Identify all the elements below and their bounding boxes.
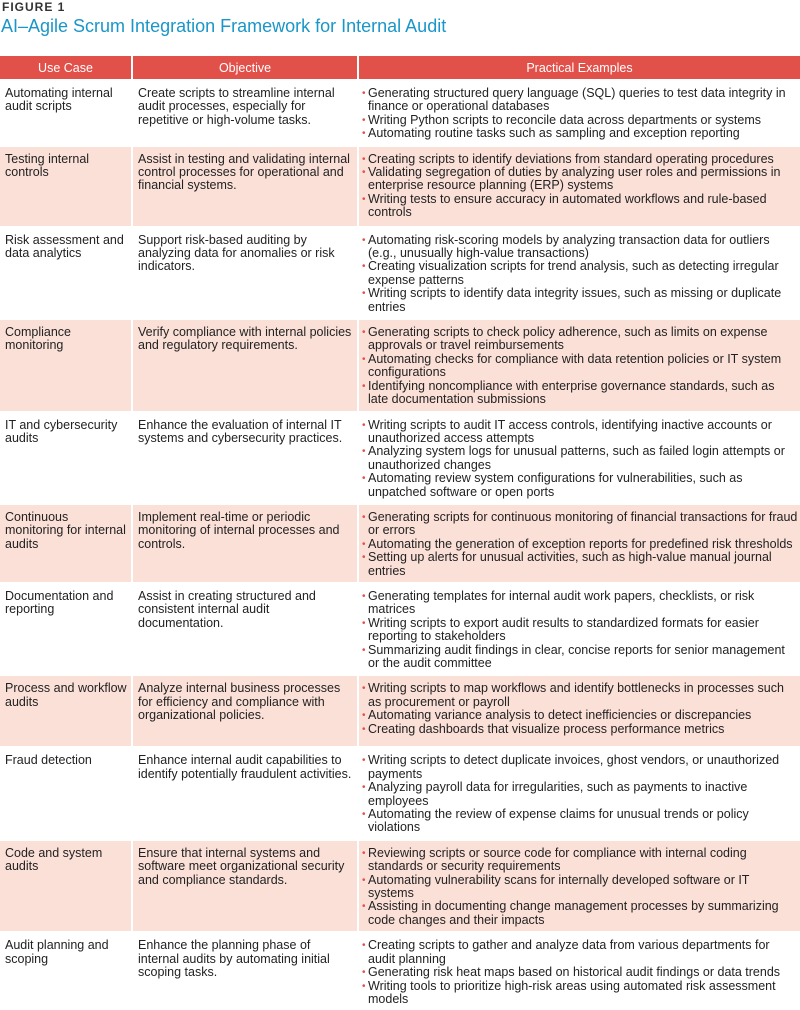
use-case-cell: Compliance monitoring [0, 319, 132, 411]
column-header-objective: Objective [132, 56, 358, 80]
list-item [362, 550, 798, 578]
example-text: Generating structured query language (SQL) queries to test data integrity in finance or operational databases [368, 86, 786, 114]
list-item [362, 681, 798, 709]
bullet-icon: • [362, 473, 366, 485]
example-text: Automating variance analysis to detect inefficiencies or discrepancies [368, 708, 752, 723]
practical-examples-cell [358, 319, 800, 411]
example-text: Automating the generation of exception reports for predefined risk thresholds [368, 536, 793, 551]
examples-list [362, 938, 798, 1006]
figure-label: FIGURE 1 [2, 0, 66, 14]
objective-cell: Enhance the evaluation of internal IT systems and cybersecurity practices. [132, 412, 358, 504]
framework-table [0, 56, 800, 1010]
examples-list [362, 325, 798, 407]
example-text: Writing tools to prioritize high-risk areas using automated risk assessment models [368, 978, 776, 1006]
list-item [362, 753, 798, 781]
example-text: Generating scripts for continuous monitoring of financial transactions for fraud or errors [368, 509, 798, 538]
example-text: Automating routine tasks such as sampling and exception reporting [368, 126, 740, 141]
list-item [362, 471, 798, 499]
table-row [0, 932, 800, 1010]
list-item [362, 807, 798, 835]
bullet-icon: • [362, 353, 366, 365]
practical-examples-cell [358, 146, 800, 227]
bullet-icon: • [362, 710, 366, 722]
example-text: Generating scripts to check policy adherence, such as limits on expense approvals or travel reimbursements [368, 325, 768, 353]
list-item [362, 232, 798, 261]
examples-list [362, 86, 798, 141]
bullet-icon: • [362, 683, 366, 695]
objective-cell: Assist in testing and validating internal control processes for operational and financial systems. [132, 146, 358, 227]
bullet-icon: • [362, 193, 366, 205]
use-case-cell: Process and workflow audits [0, 675, 132, 747]
table-row [0, 840, 800, 932]
example-text: Automating review system configurations for vulnerabilities, such as unpatched software or open ports [368, 471, 743, 499]
list-item [362, 86, 798, 114]
bullet-icon: • [362, 980, 366, 992]
bullet-icon: • [362, 128, 366, 140]
objective-cell: Assist in creating structured and consistent internal audit documentation. [132, 583, 358, 675]
table-row [0, 747, 800, 839]
list-item [362, 417, 798, 446]
list-item [362, 845, 798, 874]
use-case-cell: Risk assessment and data analytics [0, 227, 132, 319]
example-text: Writing tests to ensure accuracy in automated workflows and rule-based controls [368, 191, 767, 220]
table-row [0, 80, 800, 146]
table-row [0, 504, 800, 583]
example-text: Automating the review of expense claims for unusual trends or policy violations [368, 807, 749, 835]
objective-cell: Verify compliance with internal policies and regulatory requirements. [132, 319, 358, 411]
example-text: Creating dashboards that visualize process performance metrics [368, 721, 725, 736]
objective-cell: Enhance the planning phase of internal audits by automating initial scoping tasks. [132, 932, 358, 1010]
list-item [362, 721, 798, 736]
list-item [362, 286, 798, 314]
table-row [0, 675, 800, 747]
list-item [362, 259, 798, 287]
list-item [362, 378, 798, 407]
table-row [0, 412, 800, 504]
list-item [362, 978, 798, 1007]
list-item [362, 899, 798, 927]
list-item [362, 780, 798, 808]
objective-cell: Implement real-time or periodic monitoring of internal processes and controls. [132, 504, 358, 583]
bullet-icon: • [362, 723, 366, 735]
example-text: Automating risk-scoring models by analyzing transaction data for outliers (e.g., unusually high-value transactions) [368, 232, 770, 261]
table-row [0, 583, 800, 675]
example-text: Writing scripts to export audit results to standardized formats for easier reporting to stakeholders [368, 615, 759, 644]
table-row [0, 319, 800, 411]
bullet-icon: • [362, 590, 366, 602]
example-text: Summarizing audit findings in clear, concise reports for senior management or the audit committee [368, 642, 785, 670]
use-case-cell: Documentation and reporting [0, 583, 132, 675]
bullet-icon: • [362, 380, 366, 392]
objective-cell: Create scripts to streamline internal audit processes, especially for repetitive or high-volume tasks. [132, 80, 358, 146]
example-text: Reviewing scripts or source code for compliance with internal coding standards or security requirements [368, 845, 747, 874]
examples-list [362, 417, 798, 499]
example-text: Analyzing system logs for unusual patterns, such as failed login attempts or unauthorized changes [368, 444, 785, 472]
bullet-icon: • [362, 234, 366, 246]
list-item [362, 165, 798, 193]
list-item [362, 938, 798, 966]
example-text: Generating risk heat maps based on historical audit findings or data trends [368, 965, 781, 980]
example-text: Identifying noncompliance with enterprise governance standards, such as late documentation submissions [368, 378, 775, 407]
bullet-icon: • [362, 809, 366, 821]
list-item [362, 642, 798, 671]
bullet-icon: • [362, 617, 366, 629]
use-case-cell: Fraud detection [0, 747, 132, 839]
list-item [362, 536, 798, 551]
example-text: Writing Python scripts to reconcile data across departments or systems [368, 112, 761, 127]
list-item [362, 708, 798, 723]
bullet-icon: • [362, 940, 366, 952]
use-case-cell: Automating internal audit scripts [0, 80, 132, 146]
example-text: Analyzing payroll data for irregularities, such as payments to inactive employees [368, 780, 748, 808]
list-item [362, 151, 798, 166]
bullet-icon: • [362, 114, 366, 126]
practical-examples-cell [358, 747, 800, 839]
list-item [362, 112, 798, 127]
practical-examples-cell [358, 583, 800, 675]
practical-examples-cell [358, 227, 800, 319]
bullet-icon: • [362, 552, 366, 564]
list-item [362, 965, 798, 980]
column-header-use-case: Use Case [0, 56, 132, 80]
practical-examples-cell [358, 675, 800, 747]
list-item [362, 509, 798, 538]
example-text: Setting up alerts for unusual activities, such as high-value manual journal entries [368, 550, 772, 578]
objective-cell: Enhance internal audit capabilities to identify potentially fraudulent activities. [132, 747, 358, 839]
bullet-icon: • [362, 327, 366, 339]
practical-examples-cell [358, 412, 800, 504]
example-text: Validating segregation of duties by analyzing user roles and permissions in enterprise resource planning (ERP) systems [368, 165, 781, 193]
bullet-icon: • [362, 167, 366, 179]
example-text: Writing scripts to detect duplicate invoices, ghost vendors, or unauthorized payments [368, 753, 780, 781]
example-text: Generating templates for internal audit work papers, checklists, or risk matrices [368, 588, 755, 617]
use-case-cell: Code and system audits [0, 840, 132, 932]
list-item [362, 588, 798, 617]
bullet-icon: • [362, 538, 366, 550]
bullet-icon: • [362, 261, 366, 273]
examples-list [362, 681, 798, 736]
example-text: Automating checks for compliance with data retention policies or IT system configurations [368, 351, 782, 380]
list-item [362, 351, 798, 380]
example-text: Automating vulnerability scans for internally developed software or IT systems [368, 872, 750, 901]
objective-cell: Support risk-based auditing by analyzing data for anomalies or risk indicators. [132, 227, 358, 319]
use-case-cell: IT and cybersecurity audits [0, 412, 132, 504]
objective-cell: Ensure that internal systems and software meet organizational security and compliance standards. [132, 840, 358, 932]
list-item [362, 191, 798, 220]
examples-list [362, 151, 798, 220]
examples-list [362, 588, 798, 670]
example-text: Writing scripts to identify data integrity issues, such as missing or duplicate entries [368, 286, 782, 314]
bullet-icon: • [362, 967, 366, 979]
bullet-icon: • [362, 153, 366, 165]
bullet-icon: • [362, 874, 366, 886]
bullet-icon: • [362, 847, 366, 859]
example-text: Creating scripts to identify deviations from standard operating procedures [368, 151, 774, 166]
bullet-icon: • [362, 901, 366, 913]
list-item [362, 126, 798, 141]
bullet-icon: • [362, 644, 366, 656]
list-item [362, 872, 798, 901]
example-text: Creating scripts to gather and analyze data from various departments for audit planning [368, 938, 770, 966]
use-case-cell: Continuous monitoring for internal audits [0, 504, 132, 583]
use-case-cell: Testing internal controls [0, 146, 132, 227]
practical-examples-cell [358, 840, 800, 932]
examples-list [362, 509, 798, 578]
practical-examples-cell [358, 80, 800, 146]
example-text: Writing scripts to audit IT access controls, identifying inactive accounts or unauthorized access attempts [368, 417, 772, 445]
bullet-icon: • [362, 88, 366, 99]
bullet-icon: • [362, 782, 366, 794]
examples-list [362, 845, 798, 927]
examples-list [362, 232, 798, 314]
list-item [362, 444, 798, 472]
objective-cell: Analyze internal business processes for efficiency and compliance with organizational policies. [132, 675, 358, 747]
example-text: Writing scripts to map workflows and identify bottlenecks in processes such as procurement or payroll [368, 681, 784, 709]
practical-examples-cell [358, 932, 800, 1010]
table-row [0, 146, 800, 227]
practical-examples-cell [358, 504, 800, 583]
examples-list [362, 753, 798, 835]
bullet-icon: • [362, 446, 366, 458]
figure-title: AI–Agile Scrum Integration Framework for Internal Audit [1, 16, 447, 36]
bullet-icon: • [362, 755, 366, 767]
bullet-icon: • [362, 511, 366, 523]
example-text: Creating visualization scripts for trend analysis, such as detecting irregular expense patterns [368, 259, 779, 287]
table-row [0, 227, 800, 319]
column-header-practical-examples: Practical Examples [358, 56, 800, 80]
table-header-row [0, 56, 800, 80]
list-item [362, 325, 798, 353]
bullet-icon: • [362, 288, 366, 300]
example-text: Assisting in documenting change management processes by summarizing code changes and their impacts [368, 899, 779, 927]
list-item [362, 615, 798, 644]
use-case-cell: Audit planning and scoping [0, 932, 132, 1010]
bullet-icon: • [362, 419, 366, 431]
